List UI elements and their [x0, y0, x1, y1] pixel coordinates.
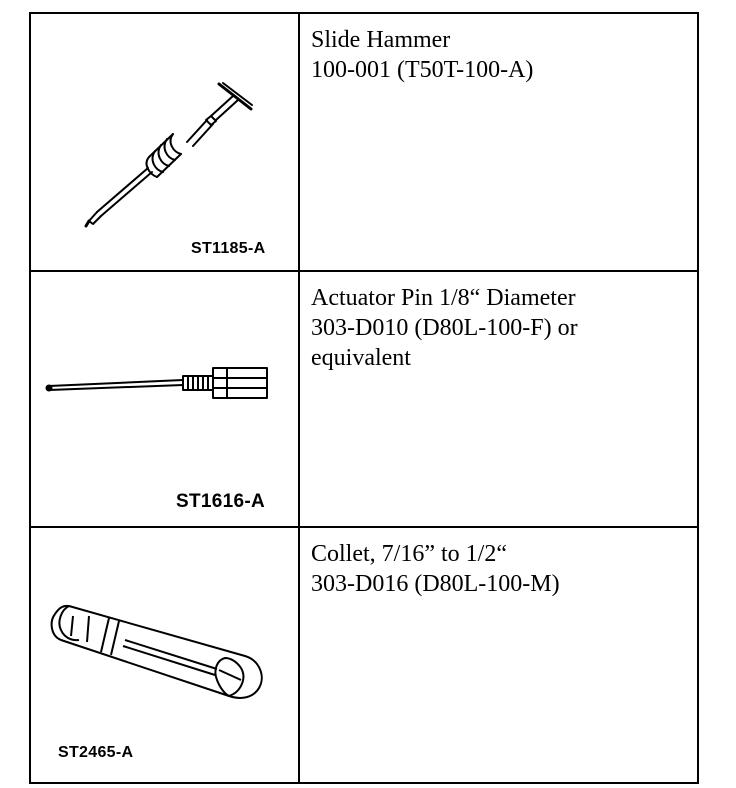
- tool-name: Collet, 7/16” to 1/2“: [311, 541, 507, 567]
- tool-description-cell: [299, 271, 698, 527]
- tool-description: [300, 528, 697, 599]
- tool-description-cell: [299, 13, 698, 271]
- tool-part-number: 100-001 (T50T-100-A): [311, 57, 534, 83]
- tool-description-cell: [299, 527, 698, 783]
- tool-description: [300, 14, 697, 85]
- special-tools-table: [29, 12, 699, 784]
- table-row: [30, 527, 698, 783]
- tool-part-number: 303-D016 (D80L-100-M): [311, 571, 560, 597]
- tool-part-number: 303-D010 (D80L-100-F) or: [311, 315, 578, 341]
- tool-image-cell: [30, 527, 299, 783]
- tool-name: Slide Hammer: [311, 27, 451, 53]
- slide-hammer-icon: [31, 14, 298, 270]
- table-row: [30, 271, 698, 527]
- tool-name: Actuator Pin 1/8“ Diameter: [311, 285, 576, 311]
- figure-label: ST1185-A: [191, 240, 266, 257]
- tool-description: [300, 272, 697, 373]
- tool-image-cell: [30, 271, 299, 527]
- tool-note: equivalent: [311, 345, 411, 371]
- figure-label: ST1616-A: [176, 491, 265, 512]
- actuator-pin-icon: [31, 272, 298, 526]
- figure-label: ST2465-A: [58, 744, 134, 761]
- table-row: [30, 13, 698, 271]
- tool-image-cell: [30, 13, 299, 271]
